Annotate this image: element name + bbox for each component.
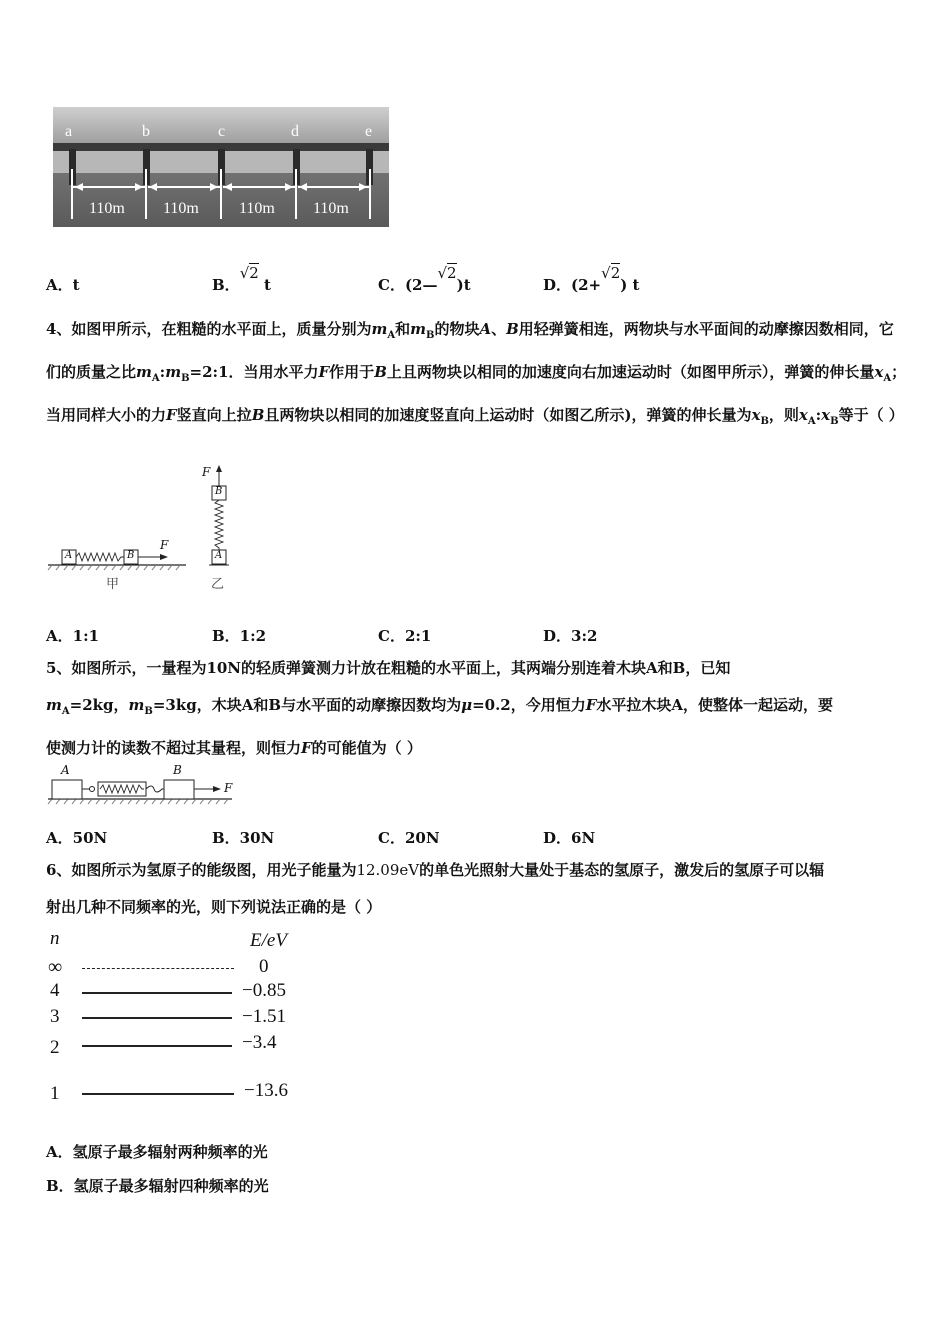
fig-yi-block-a: A: [215, 550, 223, 561]
q3-option-b: B．√2 t: [212, 264, 271, 294]
q4-option-d: D．3:2: [543, 627, 598, 645]
bridge-span-3: 110m: [239, 200, 275, 217]
q6-option-b: B．氢原子最多辐射四种频率的光: [46, 1177, 269, 1195]
level-e-inf: 0: [259, 956, 269, 977]
level-e-1: −13.6: [244, 1080, 288, 1101]
bridge-point-a: a: [65, 123, 73, 140]
level-line-inf: [82, 968, 234, 969]
bridge-span-4: 110m: [313, 200, 349, 217]
fig-jia-force: F: [160, 538, 169, 552]
q5-fig-force: F: [224, 781, 233, 795]
level-n-1: 1: [50, 1083, 60, 1104]
bridge-span-1: 110m: [89, 200, 125, 217]
q5-option-b: B．30N: [212, 829, 275, 847]
fig-yi-block-b: B: [215, 486, 223, 497]
q4-option-c: C．2:1: [378, 627, 432, 645]
bridge-point-e: e: [365, 123, 373, 140]
bridge-span-2: 110m: [163, 200, 199, 217]
q4-option-a: A．1:1: [46, 627, 100, 645]
level-e-2: −3.4: [242, 1032, 277, 1053]
q5-fig-block-a: A: [61, 763, 70, 777]
level-n-2: 2: [50, 1037, 60, 1058]
q4-option-b: B．1:2: [212, 627, 267, 645]
bridge-point-b: b: [142, 123, 150, 140]
sqrt-expression: √2: [601, 264, 621, 282]
q4-stem: 4、如图甲所示，在粗糙的水平面上，质量分别为$m_A$和$m_B$的物块A、B用轻弹簧相连，两物块与水平面间的动摩擦因数相同，它们的质量之比$m_A:m_B=2:1$．当用水平力F作用于B上且两物块以相同的加速度向右加速运动时（如图甲所示），弹簧的伸长量$x_A$；当用同样大小的力F竖直向上拉B且两物块以相同的加速度竖直向上运动时（如图乙所示)，弹簧的伸长量为$x_B$，则$x_A:x_B$等于（ ）: [46, 320, 907, 427]
q4-figure: [46, 462, 246, 592]
fig-jia-caption: 甲: [106, 577, 120, 592]
q3-option-d: D．(2+√2) t: [543, 264, 640, 294]
q5-option-a: A．50N: [46, 829, 108, 847]
level-line-4: [82, 992, 232, 994]
level-e-3: −1.51: [242, 1006, 286, 1027]
level-line-1: [82, 1093, 234, 1095]
level-line-3: [82, 1017, 232, 1019]
fig-jia-block-a: A: [65, 550, 73, 561]
level-n-inf: ∞: [48, 956, 63, 978]
sqrt-expression: √2: [239, 264, 259, 282]
q6-stem: 6、如图所示为氢原子的能级图，用光子能量为12.09eV的单色光照射大量处于基态的氢原子，激发后的氢原子可以辐 射出几种不同频率的光，则下列说法正确的是（ ）: [46, 861, 825, 916]
sqrt-expression: √2: [437, 264, 457, 282]
q5-option-d: D．6N: [543, 829, 596, 847]
spring-scale-diagram: [46, 763, 236, 805]
level-e-4: −0.85: [242, 980, 286, 1001]
level-line-2: [82, 1045, 232, 1047]
axis-n-label: n: [50, 928, 60, 949]
q5-option-c: C．20N: [378, 829, 440, 847]
bridge-point-d: d: [291, 123, 299, 140]
level-n-3: 3: [50, 1006, 60, 1027]
fig-yi-caption: 乙: [211, 577, 225, 592]
q3-option-a: A．t: [46, 276, 80, 294]
q6-option-a: A．氢原子最多辐射两种频率的光: [46, 1143, 268, 1161]
bridge-figure: [53, 107, 389, 227]
bridge-point-c: c: [218, 123, 226, 140]
energy-level-diagram: [46, 928, 316, 1108]
q3-option-c: C．(2—√2)t: [378, 264, 471, 294]
q5-figure: [46, 763, 236, 805]
level-n-4: 4: [50, 980, 60, 1001]
axis-e-label: E/eV: [250, 930, 287, 951]
q5-stem: 5、如图所示，一量程为10N的轻质弹簧测力计放在粗糙的水平面上，其两端分别连着木块A和B，已知 $m_A=2kg$，$m_B=3kg$，木块A和B与水平面的动摩擦因数均为μ=0.2，今用恒力F水平拉木块A，使整体一起运动，要 使测力计的读数不超过其量程，则恒力F的可能值为（ ）: [46, 659, 834, 757]
q5-fig-block-b: B: [173, 763, 182, 777]
fig-yi-force: F: [202, 465, 211, 479]
fig-jia-block-b: B: [127, 550, 135, 561]
